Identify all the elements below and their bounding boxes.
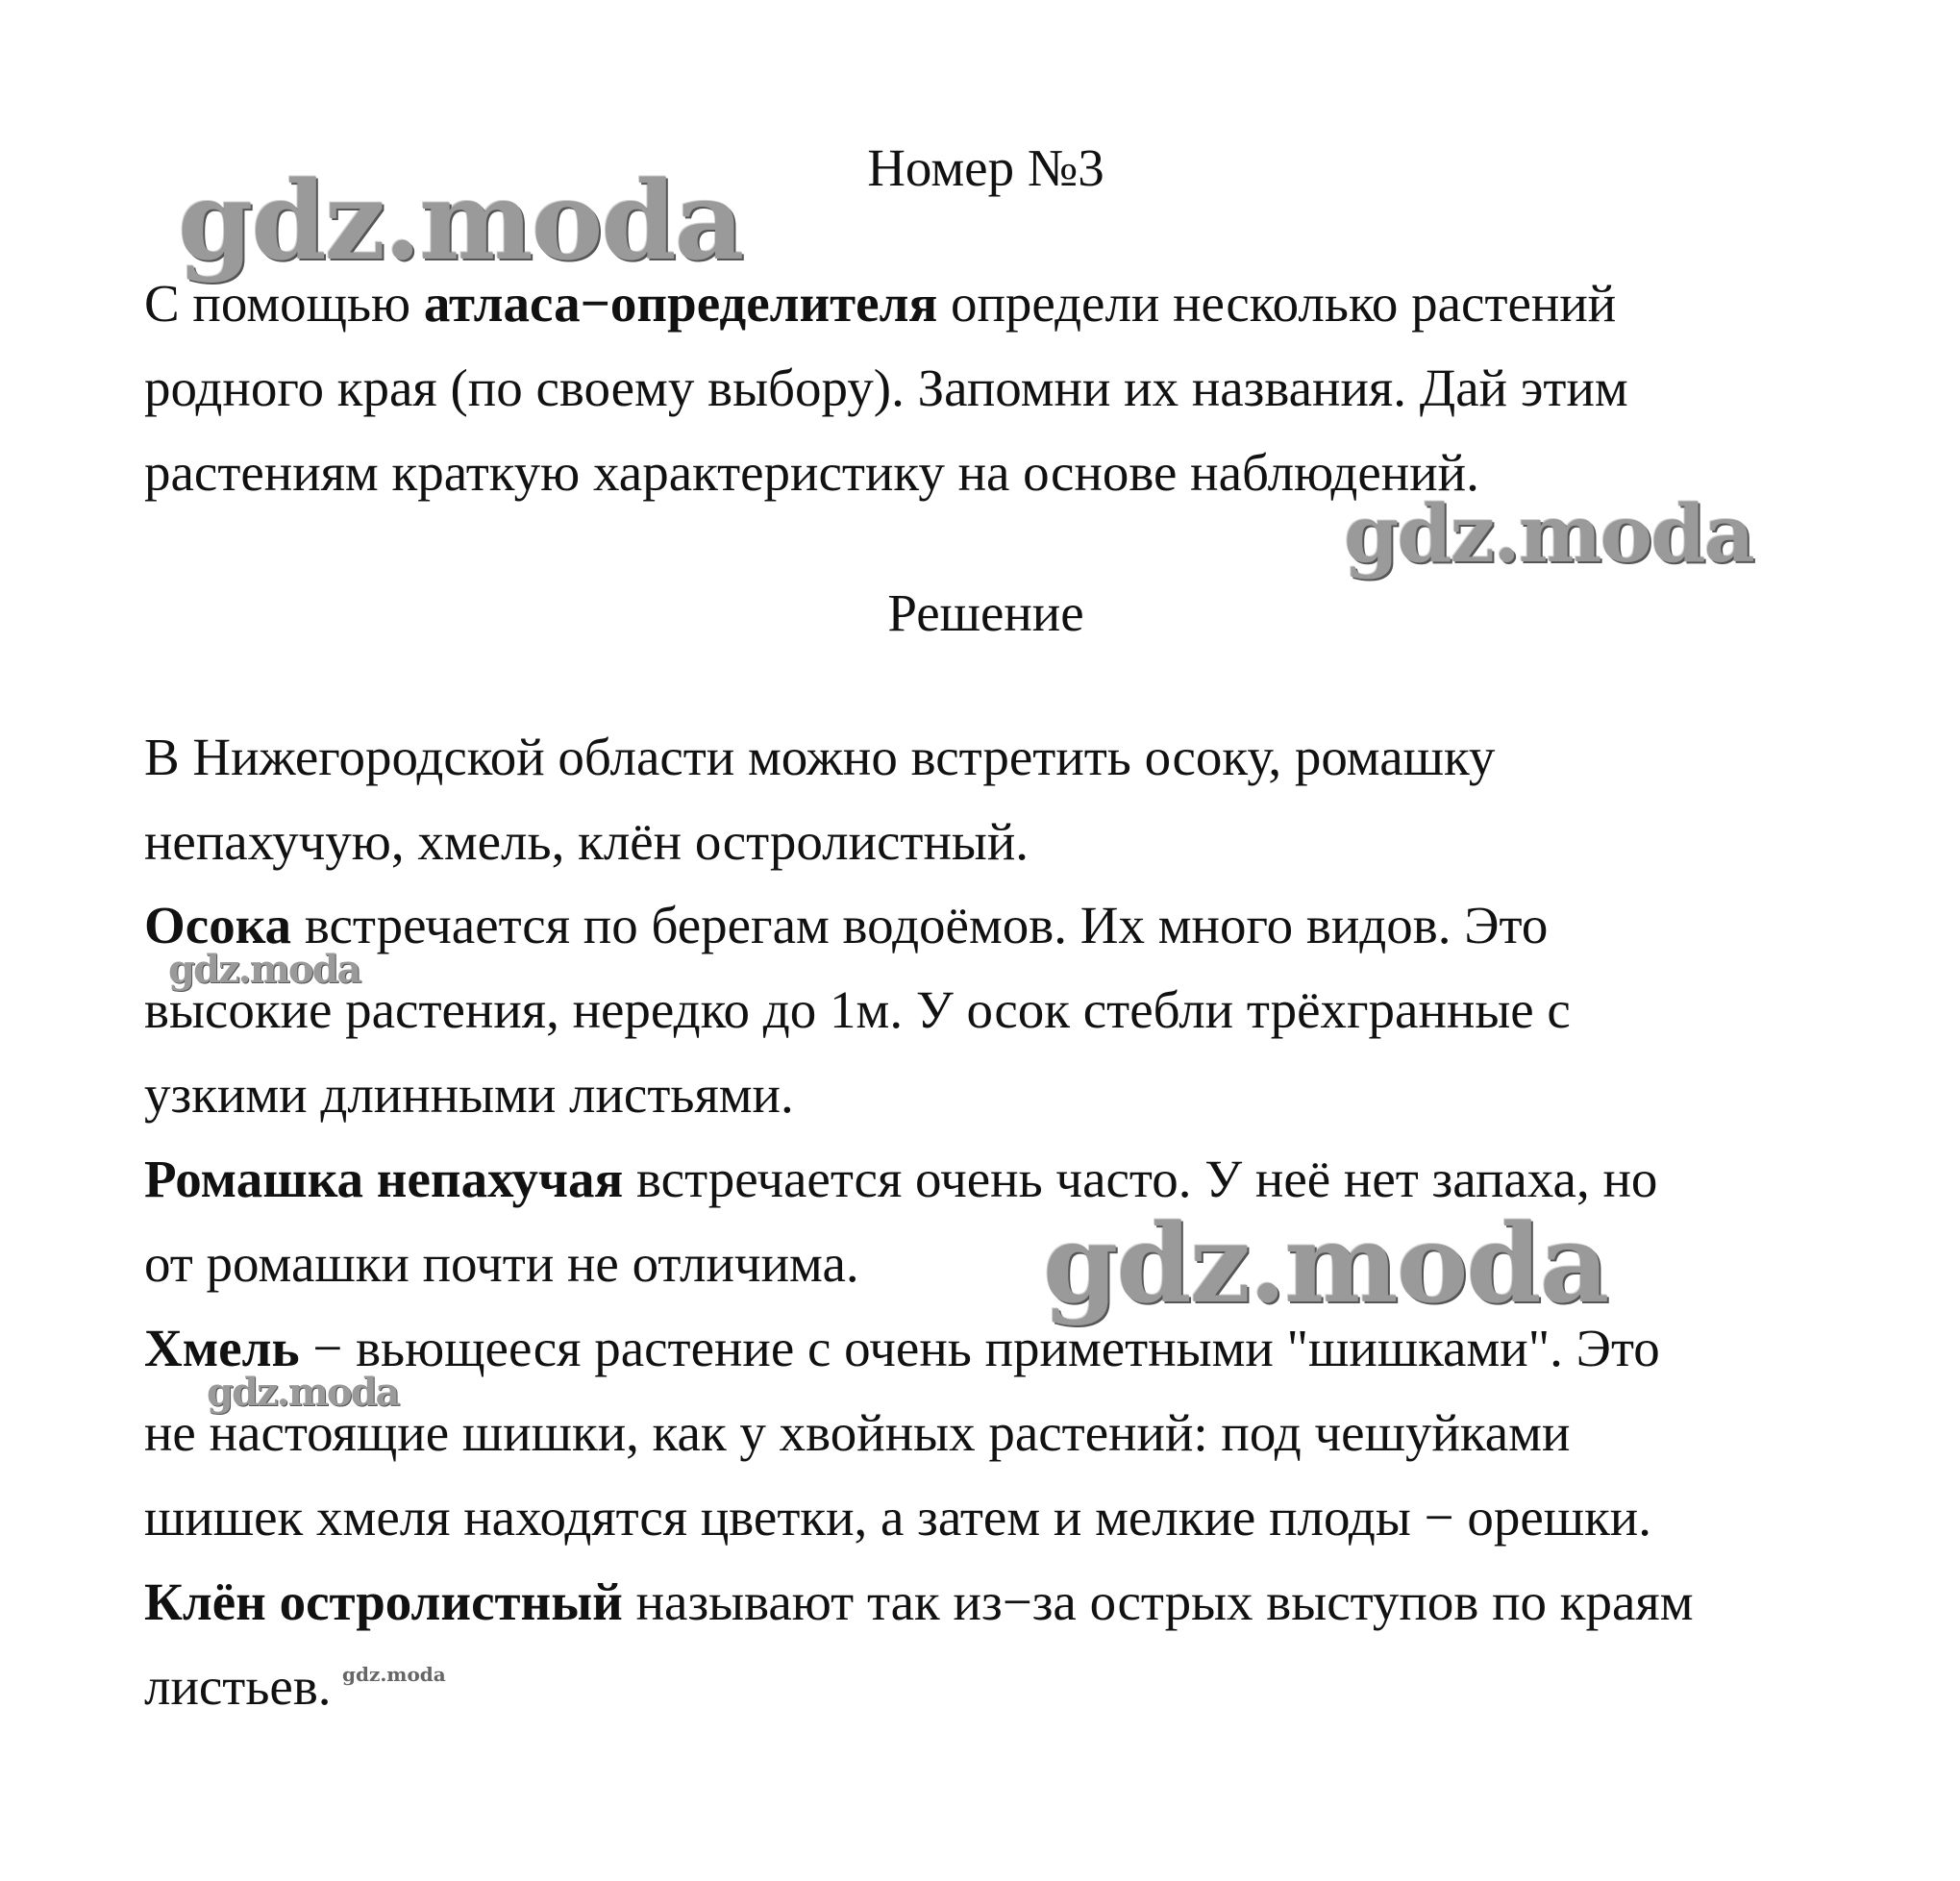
watermark-logo-small-2: gdz.moda bbox=[207, 1370, 399, 1415]
plant-hop-text-1: − вьющееся растение с очень приметными "шишками". Это bbox=[299, 1319, 1660, 1377]
plant-hop-line-3: шишек хмеля находятся цветки, а затем и мелкие плоды − орешки. bbox=[144, 1488, 1651, 1547]
plant-hop-line-1 bbox=[144, 1317, 1660, 1380]
watermark-logo-tiny: gdz.moda bbox=[342, 1663, 446, 1686]
plant-sedge-line-3: узкими длинными листьями. bbox=[144, 1065, 794, 1124]
watermark-logo-right: gdz.moda bbox=[1344, 488, 1753, 581]
watermark-logo-middle: gdz.moda bbox=[1043, 1201, 1608, 1327]
task-line-2: родного края (по своему выбору). Запомни их названия. Дай этим bbox=[144, 359, 1628, 417]
plant-maple-line-1 bbox=[144, 1571, 1694, 1634]
intro-line-2: непахучую, хмель, клён остролистный. bbox=[144, 812, 1030, 871]
watermark-logo-small-1: gdz.moda bbox=[168, 947, 360, 992]
plant-chamomile-line-2: от ромашки почти не отличима. bbox=[144, 1234, 859, 1293]
plant-chamomile-name: Ромашка непахучая bbox=[144, 1150, 624, 1208]
intro-line-1: В Нижегородской области можно встретить осоку, ромашку bbox=[144, 728, 1496, 786]
task-line-1-bold: атласа−определителя bbox=[423, 274, 938, 333]
plant-sedge-line-2: высокие растения, нередко до 1м. У осок стебли трёхгранные с bbox=[144, 980, 1571, 1039]
plant-hop-line-2: не настоящие шишки, как у хвойных растений: под чешуйками bbox=[144, 1403, 1571, 1462]
task-line-1-post: определи несколько растений bbox=[937, 274, 1617, 333]
task-line-1 bbox=[144, 272, 1616, 335]
plant-hop-name: Хмель bbox=[144, 1319, 300, 1377]
page-title: Номер №3 bbox=[867, 138, 1104, 197]
watermark-logo-top: gdz.moda bbox=[178, 159, 743, 285]
plant-maple-text-1: называют так из−за острых выступов по краям bbox=[622, 1572, 1694, 1631]
plant-chamomile-text-1: встречается очень часто. У неё нет запаха, но bbox=[623, 1150, 1658, 1208]
plant-sedge-text-1: встречается по берегам водоёмов. Их много видов. Это bbox=[291, 896, 1549, 954]
task-line-1-pre: С помощью bbox=[144, 274, 424, 333]
plant-maple-name: Клён остролистный bbox=[144, 1572, 623, 1631]
plant-sedge-name: Осока bbox=[144, 896, 292, 954]
plant-sedge-line-1 bbox=[144, 894, 1548, 957]
plant-chamomile-line-1 bbox=[144, 1148, 1657, 1211]
task-line-3: растениям краткую характеристику на основе наблюдений. bbox=[144, 443, 1479, 502]
solution-heading: Решение bbox=[887, 583, 1084, 642]
plant-maple-line-2: листьев. bbox=[144, 1657, 332, 1716]
